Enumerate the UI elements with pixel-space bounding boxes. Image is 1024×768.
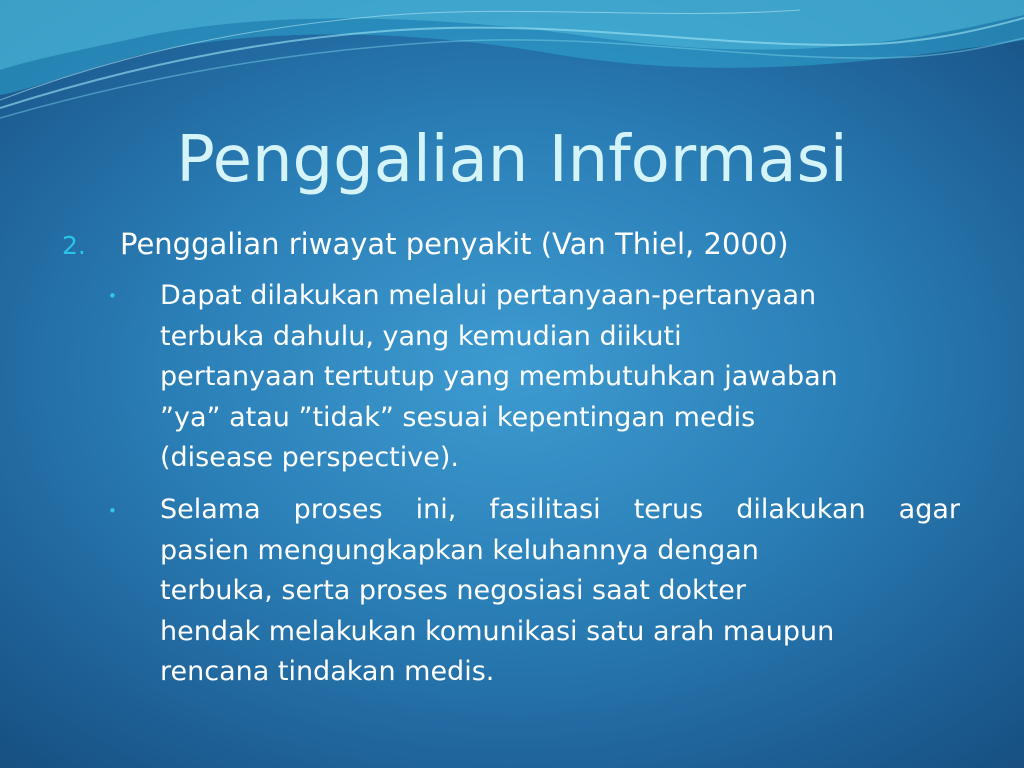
bullet-dot-icon: • [108, 287, 117, 305]
paragraph-line: terbuka dahulu, yang kemudian diikuti [160, 320, 682, 352]
item-text: Penggalian riwayat penyakit (Van Thiel, 2000) [120, 227, 789, 261]
paragraph-line: ”ya” atau ”tidak” sesuai kepentingan medis [160, 401, 756, 433]
paragraph-line: pasien mengungkapkan keluhannya dengan [160, 534, 759, 566]
bullet-paragraph-2 [160, 490, 960, 693]
bullet-paragraph-1 [160, 276, 900, 479]
paragraph-line: pertanyaan tertutup yang membutuhkan jawaban [160, 361, 838, 392]
bullet-dot-icon: • [108, 502, 117, 520]
paragraph-line: terbuka, serta proses negosiasi saat dokter [160, 575, 746, 606]
paragraph-line: hendak melakukan komunikasi satu arah maupun [160, 615, 835, 647]
slide-title: Penggalian Informasi [176, 123, 848, 197]
paragraph-line: (disease perspective). [160, 442, 459, 473]
numbered-item [62, 227, 789, 261]
header-wave-decoration [0, 0, 1024, 130]
paragraph-line: Dapat dilakukan melalui pertanyaan-pertanyaan [160, 280, 817, 311]
paragraph-line: rencana tindakan medis. [160, 656, 495, 687]
paragraph-line: Selama proses ini, fasilitasi terus dilakukan agar [160, 494, 960, 525]
item-number: 2. [62, 231, 86, 260]
